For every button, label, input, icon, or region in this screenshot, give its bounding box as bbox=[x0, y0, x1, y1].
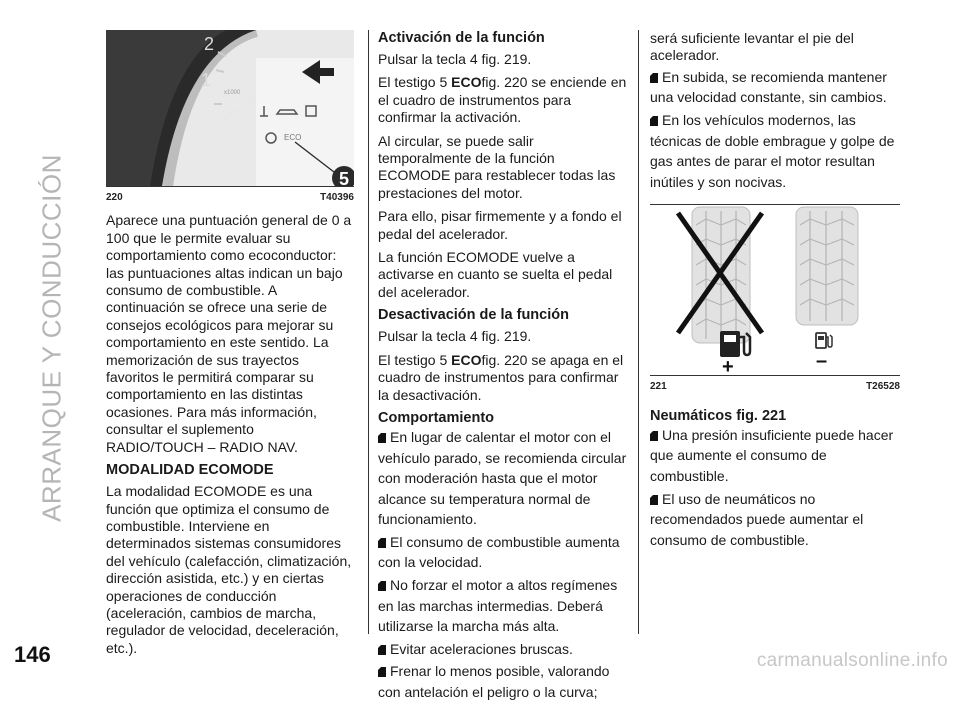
bullet-icon bbox=[378, 581, 386, 591]
column-3 bbox=[650, 30, 900, 552]
list-item: Evitar aceleraciones bruscas. bbox=[378, 639, 628, 660]
eco-term: ECO bbox=[451, 351, 482, 368]
eco-label: ECO bbox=[284, 133, 302, 142]
column-divider bbox=[368, 30, 369, 634]
list-item: En subida, se recomienda mantener una velocidad constante, sin cambios. bbox=[650, 68, 887, 106]
bullet-icon bbox=[650, 116, 658, 126]
watermark: carmanualsonline.info bbox=[756, 650, 948, 671]
heading-deactivation: Desactivación de la función bbox=[378, 307, 569, 324]
list-item: El uso de neumáticos no recomendados puede aumentar el consumo de combustible. bbox=[650, 490, 864, 548]
tire-right bbox=[796, 207, 858, 325]
fuel-pump-small-icon bbox=[816, 333, 832, 348]
paragraph: Pulsar la tecla 4 fig. 219. bbox=[378, 51, 532, 67]
column-divider bbox=[638, 30, 639, 634]
list-item: Una presión insuficiente puede hacer que aumente el consumo de combustible. bbox=[650, 426, 894, 484]
paragraph: La función ECOMODE vuelve a activarse en cuanto se suelta el pedal del acelerador. bbox=[378, 249, 613, 300]
tires-illustration bbox=[650, 205, 898, 375]
figure-221-tires bbox=[650, 205, 898, 375]
paragraph: El testigo 5 ECOfig. 220 se enciende en el cuadro de instrumentos para confirmar la activación. bbox=[378, 74, 627, 126]
callout-number: 5 bbox=[339, 169, 350, 186]
list-item: En lugar de calentar el motor con el vehículo parado, se recomienda circular con moderación hasta que el motor alcance su temperatura normal de funcionamiento. bbox=[378, 428, 627, 528]
figure-number: 220 bbox=[106, 192, 123, 203]
paragraph: Aparece una puntuación general de 0 a 100 que le permite evaluar su comportamiento como ecoconductor: las puntuaciones altas indican un bajo consumo de combustible. A continuación se ofrece una serie de consejos ecológicos para mejorar su comportamiento en este sentido. La memorización de sus trayectos favoritos le permitirá comparar su comportamiento en las distintas ocasiones. Para más información, consultar el suplemento RADIO/TOUCH – RADIO NAV. bbox=[106, 212, 352, 455]
bullet-icon bbox=[378, 433, 386, 443]
paragraph: Al circular, se puede salir temporalmente de la función ECOMODE para restablecer todas las prestaciones del motor. bbox=[378, 132, 616, 201]
heading-tires: Neumáticos fig. 221 bbox=[650, 407, 787, 424]
column-2 bbox=[378, 30, 628, 705]
bullet-icon bbox=[650, 431, 658, 441]
heading-behavior: Comportamiento bbox=[378, 409, 494, 426]
figure-number: 221 bbox=[650, 381, 667, 393]
paragraph: Pulsar la tecla 4 fig. 219. bbox=[378, 328, 532, 345]
minus-sign: – bbox=[816, 350, 828, 373]
list-item: No forzar el motor a altos regímenes en las marchas intermedias. Deberá utilizarse la marcha más alta. bbox=[378, 577, 618, 635]
figure-code: T40396 bbox=[320, 192, 354, 203]
bullet-icon bbox=[378, 645, 386, 655]
paragraph: será suficiente levantar el pie del acelerador. bbox=[650, 30, 854, 64]
gauge-label: x1000 bbox=[224, 90, 241, 96]
list-item: El consumo de combustible aumenta con la velocidad. bbox=[378, 533, 620, 571]
plus-sign: + bbox=[722, 356, 734, 376]
dashboard-illustration bbox=[106, 30, 354, 186]
bullet-icon bbox=[650, 495, 658, 505]
eco-term: ECO bbox=[451, 74, 482, 91]
paragraph: El testigo 5 ECOfig. 220 se apaga en el cuadro de instrumentos para confirmar la desactivación. bbox=[378, 351, 624, 403]
heading-ecomode: MODALIDAD ECOMODE bbox=[106, 462, 274, 479]
paragraph: Para ello, pisar firmemente y a fondo el pedal del acelerador. bbox=[378, 208, 622, 242]
figure-caption bbox=[106, 186, 354, 206]
section-title: ARRANQUE Y CONDUCCIÓN bbox=[36, 154, 67, 522]
heading-activation: Activación de la función bbox=[378, 30, 545, 46]
figure-caption bbox=[650, 375, 900, 395]
column-1 bbox=[106, 30, 354, 663]
page-number: 146 bbox=[14, 642, 51, 667]
gauge-label: 1 bbox=[201, 70, 212, 90]
figure-220-dashboard bbox=[106, 30, 354, 186]
bullet-icon bbox=[378, 667, 386, 677]
paragraph: La modalidad ECOMODE es una función que optimiza el consumo de combustible. Interviene en determinados sistemas consumidores del vehículo (calefacción, climatización, dirección asistida, etc.) y en ciertas operaciones de conducción (aceleración, cambios de marcha, regulador de velocidad, deceleración, etc.). bbox=[106, 483, 352, 656]
list-item: En los vehículos modernos, las técnicas de doble embrague y golpe de gas antes de parar el motor resultan inútiles y son nocivas. bbox=[650, 112, 895, 190]
bullet-icon bbox=[378, 538, 386, 548]
figure-code: T26528 bbox=[866, 381, 900, 393]
list-item: Frenar lo menos posible, valorando con antelación el peligro o la curva; bbox=[378, 663, 610, 701]
gauge-label: 2 bbox=[204, 34, 215, 54]
bullet-icon bbox=[650, 73, 658, 83]
